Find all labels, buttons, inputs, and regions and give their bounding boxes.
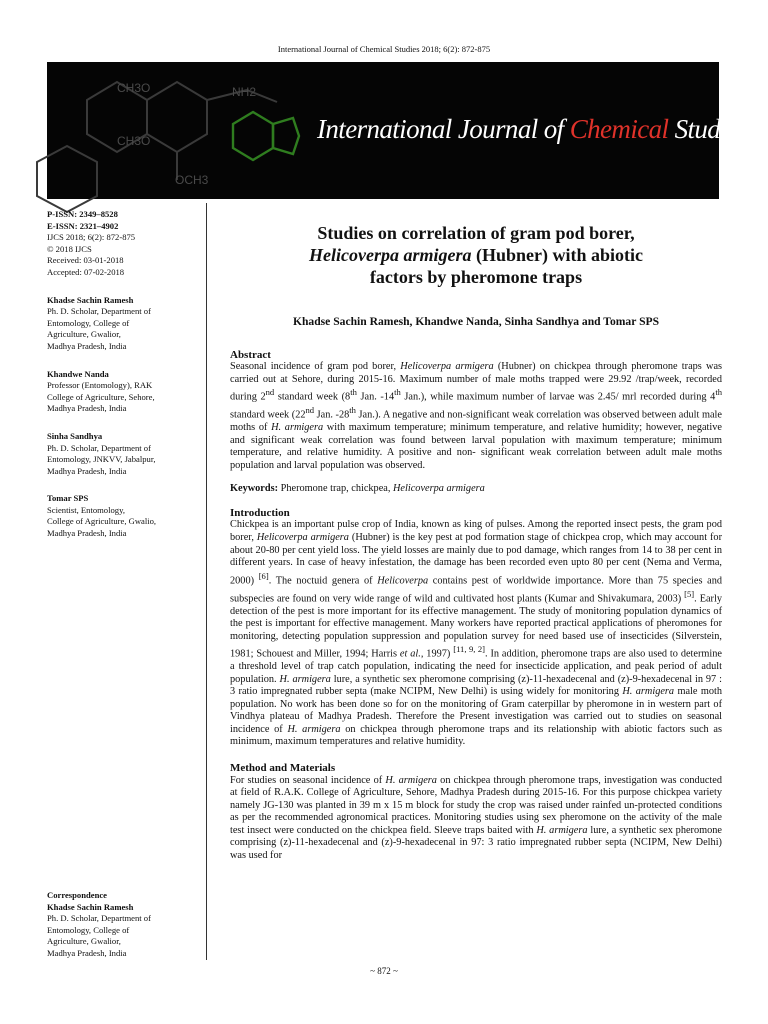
chem-label-nh2: NH2 <box>232 85 257 99</box>
received-date: Received: 03-01-2018 <box>47 255 124 266</box>
introduction-heading: Introduction <box>230 506 290 519</box>
affiliation-line: Madhya Pradesh, India <box>47 465 127 476</box>
accepted-date: Accepted: 07-02-2018 <box>47 266 125 277</box>
journal-title-accent: Chemical <box>569 114 669 144</box>
affiliation-line: Agriculture, Gwalior, <box>47 329 121 340</box>
sidebar-metadata <box>47 209 205 540</box>
title-line-3: factors by pheromone traps <box>369 267 583 287</box>
article-body <box>230 222 722 862</box>
journal-title-part-2: Studies <box>668 114 749 144</box>
affiliation-line: Madhya Pradesh, India <box>47 403 127 414</box>
column-divider <box>206 203 207 960</box>
title-line-1: Studies on correlation of gram pod borer, <box>317 223 635 243</box>
affiliation-line: Ph. D. Scholar, Department of <box>47 913 151 924</box>
author-list: Khadse Sachin Ramesh, Khandwe Nanda, Sinha Sandhya and Tomar SPS <box>292 315 660 328</box>
affiliation-line: College of Agriculture, Gwalio, <box>47 516 157 527</box>
citation: IJCS 2018; 6(2): 872-875 <box>47 232 136 243</box>
affiliation-line: Entomology, JNKVV, Jabalpur, <box>47 454 156 465</box>
journal-title <box>317 114 748 145</box>
abstract-heading: Abstract <box>230 348 271 361</box>
copyright: © 2018 IJCS <box>47 243 92 254</box>
affiliation-line: Agriculture, Gwalior, <box>47 936 121 947</box>
methods-text: For studies on seasonal incidence of H. armigera on chickpea through pheromone traps, investigation was conducted at field of R.A.K. College of Agriculture, Sehore, Madhya Pradesh during 2015-16. For this purpose chickpea variety namely JG-130 was planted in 39 m x 15 m block for study the crop was raised under rainfed un-protected conditions as per the recommended agronomical practices. Monitoring studies using sex pheromone on the activity of the male test insect were conducted on the chickpea field. Sleeve traps baited with H. armigera lure, a synthetic sex pheromone comprising (z)-11-hexadecenal and (z)-9-hexadecenal in 97: 3 ratio impregnated rubber septa (NCIPM, New Delhi) was used for <box>230 774 722 861</box>
affiliation-line: Professor (Entomology), RAK <box>47 380 153 391</box>
affiliation-line: Entomology, College of <box>47 924 130 935</box>
page-number: ~ 872 ~ <box>370 966 398 976</box>
keywords: Keywords: Pheromone trap, chickpea, Helicoverpa armigera <box>230 483 485 495</box>
e-issn: E-ISSN: 2321–4902 <box>47 220 119 231</box>
affiliation-line: College of Agriculture, Sehore, <box>47 391 155 402</box>
affiliation-line: Madhya Pradesh, India <box>47 947 127 958</box>
journal-title-part-1: International Journal of <box>317 114 570 144</box>
chem-label-ch3o-top: CH3O <box>117 81 151 95</box>
journal-citation: International Journal of Chemical Studies 2018; 6(2): 872-875 <box>277 44 491 54</box>
affiliation-line: Scientist, Entomology, <box>47 504 125 515</box>
affiliation-line: Madhya Pradesh, India <box>47 528 127 539</box>
chem-label-och3: OCH3 <box>175 173 209 187</box>
affiliation-line: Madhya Pradesh, India <box>47 340 127 351</box>
article-title <box>230 222 722 288</box>
author-name: Khadse Sachin Ramesh <box>47 294 134 305</box>
correspondence-block <box>47 890 205 960</box>
affiliation-line: Ph. D. Scholar, Department of <box>47 442 151 453</box>
author-name: Tomar SPS <box>47 493 89 504</box>
p-issn: P-ISSN: 2349–8528 <box>47 209 118 219</box>
author-affiliation-3 <box>47 431 205 477</box>
author-affiliation-1 <box>47 295 205 353</box>
abstract-text: Seasonal incidence of gram pod borer, Helicoverpa armigera (Hubner) on chickpea through pheromone traps was carried out at Sehore, during 2015-16. Maximum number of male moths trapped were 29.92 /trap/week, recorded during 2nd standard week (8th Jan. -14th Jan.), while maximum number of larvae was 2.45/ mrl recorded during 4th standard week (22nd Jan. -28th Jan.). A negative and non-significant weak correlation was observed between adult male moths of H. armigera with maximum temperature; minimum temperature, and relative humidity; however, negative and significant weak correlation was found between larval population with maximum temperature; minimum temperature, and relative humidity. A positive and non- significant weak correlation between adult male moths population and larval population was observed. <box>230 361 723 471</box>
correspondence-heading: Correspondence <box>47 890 107 900</box>
introduction-text: Chickpea is an important pulse crop of India, known as king of pulses. Among the reported insect pests, the gram pod borer, Helicoverpa armigera (Hubner) is the key pest at pod formation stage of chickpea crop, which may account for about 20-80 per cent yield loss. The yield losses are mainly due to pod damage, which ranges from 14 to 38 per cent in different years. In case of heavy infestation, the damage has been recorded even upto 80 per cent (Nema and Verma, 2000) [6]. The noctuid genera of Helicoverpa contains pest of worldwide importance. More than 75 species and subspecies are found on very wide range of wild and cultivated host plants (Kumar and Shivakumara, 2003) [5]. Early detection of the pest is more important for its effective management. The study of monitoring population dynamics of the pest is important for effective management. Many workers have reported practical applications of pheromones for monitoring, detecting population suppression and population survey for need based use of insecticides (Silverstein, 1981; Schouest and Miller, 1994; Harris et al., 1997) [11, 9, 2]. In addition, pheromone traps are also used to determine a threshold level of trap catch population, indicating the need for insecticide application, and peak period of adult population. H. armigera lure, a synthetic sex pheromone comprising (z)-11-hexadecenal and (z)-9-hexadecenal in 97 : 3 ratio impregnated rubber septa (make NCIPM, New Delhi) is using widely for monitoring H. armigera male moth population. No work has been done so for on the monitoring of Gram caterpillar by pheromone in in western part of Vindhya plateau of Madhya Pradesh. Therefore the Present investigation was carried out to studies on seasonal incidence of H. armigera on chickpea through pheromone traps and its relationship with abiotic factors such as minimum, maximum temperatures and relative humidity. <box>230 519 722 748</box>
author-name: Sinha Sandhya <box>47 430 103 441</box>
author-affiliation-4 <box>47 493 205 539</box>
chem-label-ch3o-mid: CH3O <box>117 134 151 148</box>
methods-heading: Method and Materials <box>230 761 336 774</box>
correspondence-name: Khadse Sachin Ramesh <box>47 901 134 912</box>
journal-banner <box>47 62 749 199</box>
affiliation-line: Ph. D. Scholar, Department of <box>47 306 151 317</box>
affiliation-line: Entomology, College of <box>47 317 130 328</box>
title-species: Helicoverpa armigera <box>309 245 472 265</box>
author-affiliation-2 <box>47 369 205 415</box>
title-line-2: (Hubner) with abiotic <box>471 245 643 265</box>
author-name: Khandwe Nanda <box>47 368 109 379</box>
